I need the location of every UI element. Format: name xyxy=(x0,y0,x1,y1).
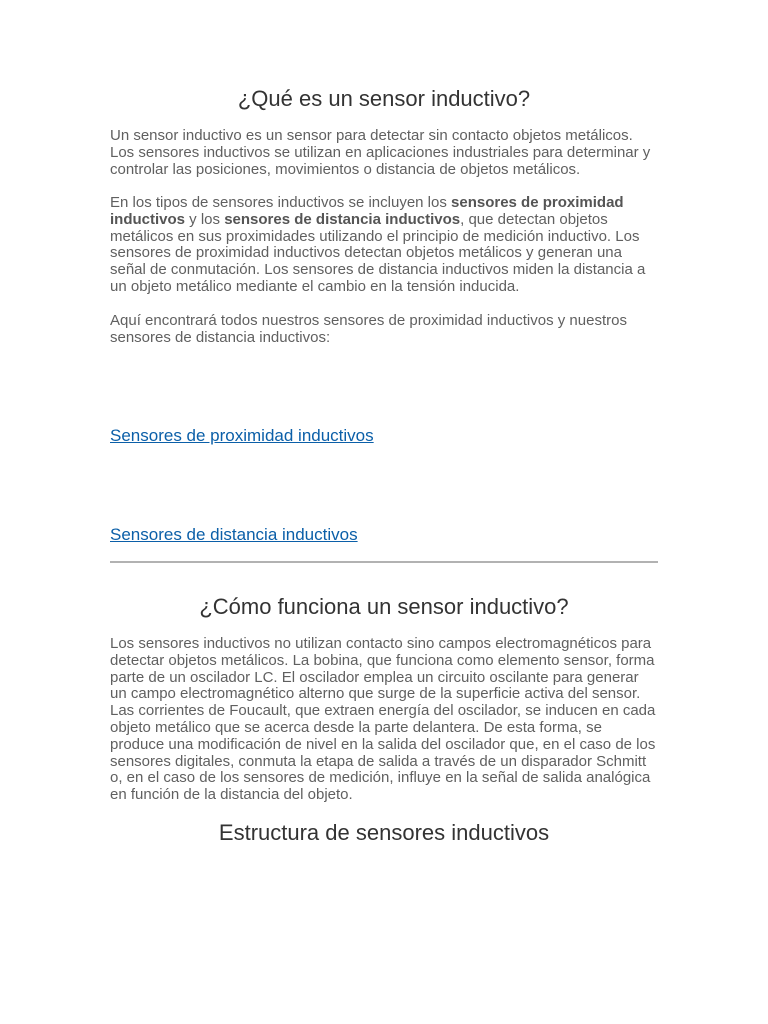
types-text-2: y los xyxy=(185,210,225,228)
find-here-paragraph: Aquí encontrará todos nuestros sensores de proximidad inductivos y nuestros sensores de distancia inductivos: xyxy=(110,312,627,346)
how-it-works-paragraph: Los sensores inductivos no utilizan contacto sino campos electromagnéticos para detectar objetos metálicos. La bobina, que funciona como elemento sensor, forma parte de un oscilador LC. El oscilador emplea un circuito oscilante para generar un campo electromagnético alterno que surge de la superficie activa del sensor. Las corrientes de Foucault, que extraen energía del oscilador, se inducen en cada objeto metálico que se acerca desde la parte delantera. De esta forma, se produce una modificación de nivel en la salida del oscilador que, en el caso de los sensores digitales, conmuta la etapa de salida a través de un disparador Schmitt o, en el caso de los sensores de medición, influye en la señal de salida analógica en función de la distancia del objeto. xyxy=(110,635,656,804)
section-title-how-it-works: ¿Cómo funciona un sensor inductivo? xyxy=(199,594,569,619)
types-bold-distance: sensores de distancia inductivos xyxy=(224,210,461,228)
types-bold-proximity: sensores de proximidad inductivos xyxy=(110,194,624,228)
section-title-structure: Estructura de sensores inductivos xyxy=(218,820,550,845)
section-title-what-is: ¿Qué es un sensor inductivo? xyxy=(237,86,531,111)
types-paragraph xyxy=(110,195,658,296)
types-text-3: , que detectan objetos metálicos en sus proximidades utilizando el principio de medición inductivo. Los sensores de proximidad inductivos detectan objetos metálicos y generan una señal de conmutación. Los sensores de distancia inductivos miden la distancia a un objeto metálico mediante el cambio en la tensión inducida. xyxy=(110,210,646,295)
section-divider xyxy=(110,561,658,563)
intro-paragraph: Un sensor inductivo es un sensor para detectar sin contacto objetos metálicos. Los sensores inductivos se utilizan en aplicaciones industriales para determinar y controlar las posiciones, movimientos o distancia de objetos metálicos. xyxy=(110,127,651,178)
link-distance-sensors[interactable]: Sensores de distancia inductivos xyxy=(110,525,358,544)
link-proximity-sensors[interactable]: Sensores de proximidad inductivos xyxy=(110,426,374,445)
types-text-1: En los tipos de sensores inductivos se incluyen los xyxy=(110,194,452,211)
